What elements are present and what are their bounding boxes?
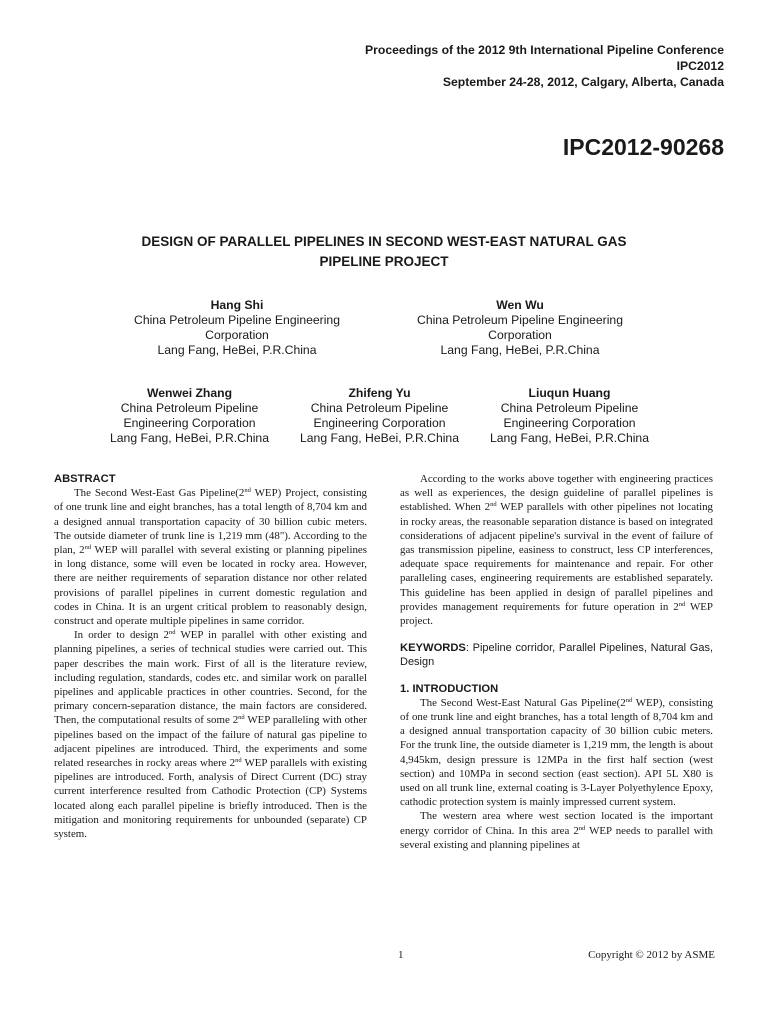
ordinal-superscript: nd <box>238 714 245 722</box>
author-name: Wen Wu <box>496 298 544 312</box>
author-address: Lang Fang, HeBei, P.R.China <box>440 343 600 357</box>
author-name: Wenwei Zhang <box>146 386 233 400</box>
keywords <box>400 641 713 669</box>
left-column <box>54 472 367 841</box>
ordinal-superscript: nd <box>625 696 633 704</box>
page-number: 1 <box>398 949 404 961</box>
author-affiliation: China Petroleum Pipeline Engineering <box>417 313 623 327</box>
author-block <box>477 386 662 446</box>
author-block <box>97 386 282 446</box>
author-affiliation: China Petroleum Pipeline <box>310 401 449 415</box>
abstract-paragraph-3: According to the works above together with engineering practices as well as experiences, the design guideline of parallel pipelines is established. When 2nd WEP parallels with other pipelines not locating in rocky areas, the reasonable separation distance is based on integrated considerations of adjacent pipeline's survival in the event of failure of gas transmission pipeline, easiness to construct, less CP interferences, adequate space requirements for maintenance and repair. For other paralleling cases, engineering requirements are established separately. This guideline has been applied in design of parallel pipelines and provides management requirements for future operation in 2nd WEP project. <box>400 473 714 628</box>
author-block <box>97 298 377 358</box>
author-affiliation: Engineering Corporation <box>313 416 446 430</box>
paper-title <box>100 232 668 272</box>
conference-code: IPC2012 <box>676 59 724 73</box>
ordinal-superscript: nd <box>169 629 176 637</box>
author-name: Liuqun Huang <box>528 386 611 400</box>
author-affiliation: Engineering Corporation <box>123 416 256 430</box>
keywords-label: KEYWORDS <box>400 642 466 655</box>
conference-name: Proceedings of the 2012 9th International Pipeline Conference <box>365 43 724 57</box>
author-block <box>380 298 660 358</box>
abstract-paragraph-1: The Second West-East Gas Pipeline(2nd WEP) Project, consisting of one trunk line and eight branches, has a total length of 8,704 km and a designed annual transportation capacity of 30 billion cubic meters. The outside diameter of trunk line is 1,219 mm (48"). According to the plan, 2nd WEP will parallel with several existing or planning pipelines in long distance, some will even be located in rocky area. However, there are neither requirements of separation distance nor other related provisions of parallel pipelines in current domestic regulation and codes in China. It is an urgent critical problem to reasonably design, construct and operate multiple pipelines in same corridor. <box>54 487 367 628</box>
introduction-paragraph-1: The Second West-East Natural Gas Pipeline(2nd WEP), consisting of one trunk line and eight branches, has a total length of 8,704 km and a designed annual transportation capacity of 30 billion cubic meters. For the trunk line, the outside diameter is 1,219 mm, the length is about 4,945km, design pressure is 12MPa in the first half section (west section) and 10MPa in second section (east section). API 5L X80 is used on all trunk line, external coating is 3-Layer Polyethylence Epoxy, cathodic protection system is mainly impressed current system. <box>400 696 713 809</box>
keywords-text: : Pipeline corridor, Parallel Pipelines, Natural Gas, Design <box>400 642 713 669</box>
paper-id: IPC2012-90268 <box>562 134 724 160</box>
ordinal-superscript: nd <box>235 757 242 765</box>
author-address: Lang Fang, HeBei, P.R.China <box>300 431 459 445</box>
author-name: Hang Shi <box>210 298 264 312</box>
author-affiliation: China Petroleum Pipeline Engineering <box>134 313 340 327</box>
author-block <box>287 386 472 446</box>
copyright-notice: Copyright © 2012 by ASME <box>588 949 715 961</box>
author-name: Zhifeng Yu <box>348 386 411 400</box>
author-affiliation: China Petroleum Pipeline <box>500 401 639 415</box>
title-line-1: DESIGN OF PARALLEL PIPELINES IN SECOND WEST-EAST NATURAL GAS <box>141 234 627 249</box>
author-address: Lang Fang, HeBei, P.R.China <box>110 431 269 445</box>
introduction-heading: 1. INTRODUCTION <box>400 682 499 695</box>
author-address: Lang Fang, HeBei, P.R.China <box>157 343 317 357</box>
ordinal-superscript: nd <box>678 600 686 608</box>
ordinal-superscript: nd <box>578 824 586 832</box>
conference-dates: September 24-28, 2012, Calgary, Alberta, Canada <box>442 75 724 89</box>
ordinal-superscript: nd <box>244 487 251 495</box>
right-column <box>400 472 713 852</box>
introduction-paragraph-2: The western area where west section located is the important energy corridor of China. In this area 2nd WEP needs to parallel with several existing and planning pipelines at <box>400 810 714 851</box>
author-affiliation: China Petroleum Pipeline <box>120 401 259 415</box>
ordinal-superscript: nd <box>84 544 92 552</box>
ordinal-superscript: nd <box>490 501 497 509</box>
abstract-heading: ABSTRACT <box>54 473 116 485</box>
title-line-2: PIPELINE PROJECT <box>319 254 449 269</box>
author-affiliation: Corporation <box>205 328 269 342</box>
abstract-paragraph-2: In order to design 2nd WEP in parallel with other existing and planning pipelines, a series of technical studies were carried out. This paper describes the main work. First of all is the literature review, including regulation, standards, codes etc. and similar work on parallel pipelines and applicable practices in other countries. Second, for the primary concern-separation distance, the main factors are considered. Then, the computational results of some 2nd WEP paralleling with other pipelines based on the impact of the failure of natural gas pipeline to adjacent pipelines are introduced. Third, the experiments and some related researches in rocky areas where 2nd WEP parallels with existing pipelines are introduced. Forth, analysis of Direct Current (DC) stray current interference resulted from Cathodic Protection (CP) Systems located along each parallel pipeline is briefly introduced. Then is the mitigation and monitoring requirements for unbounded (separate) CP system. <box>54 629 368 841</box>
author-affiliation: Engineering Corporation <box>503 416 636 430</box>
author-address: Lang Fang, HeBei, P.R.China <box>490 431 649 445</box>
conference-header <box>365 42 724 90</box>
author-affiliation: Corporation <box>488 328 552 342</box>
